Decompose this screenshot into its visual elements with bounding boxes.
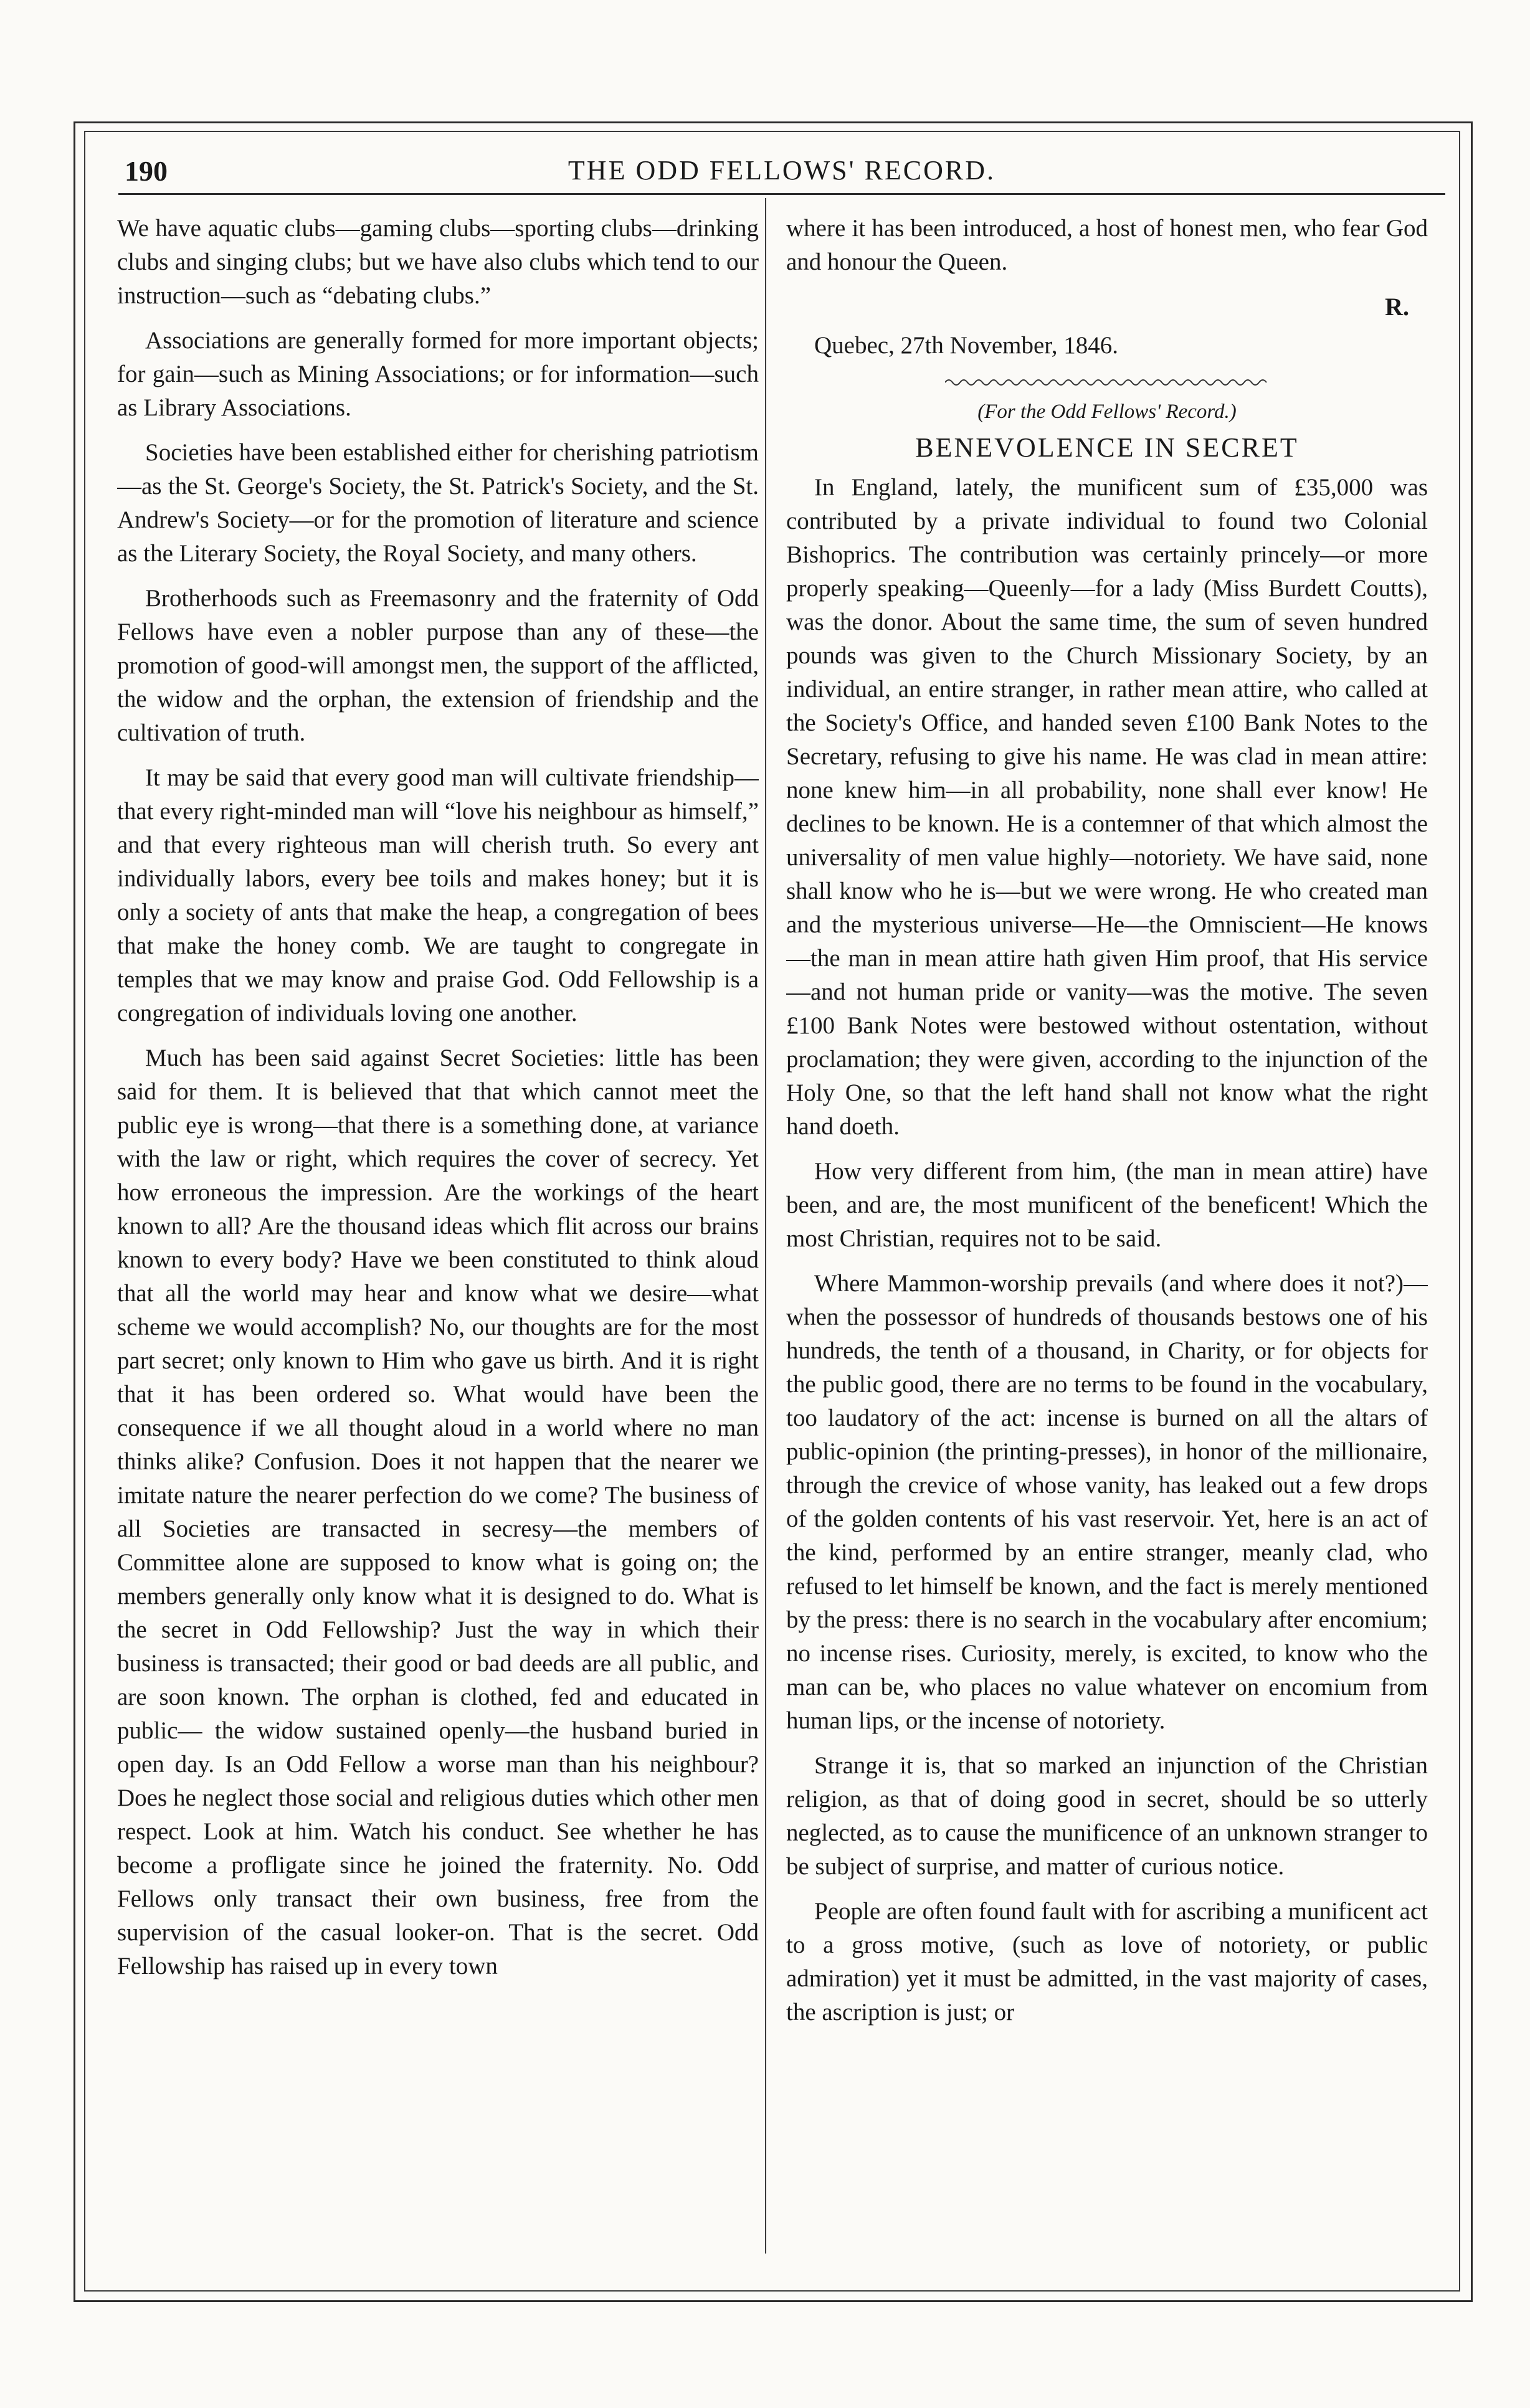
paragraph: Where Mammon-worship prevails (and where does it not?)—when the possessor of hundreds of thousands bestows one of his hundreds, the tenth of a thousand, in Charity, or for objects for the public good, there are no terms to be found in the vocabulary, too laudatory of the act: incense is burned on all the altars of public-opinion (the printing-presses), in honor of the millionaire, through the crevice of whose vanity, has leaked out a few drops of the golden contents of his vast reservoir. Yet, here is an act of the kind, performed by an entire stranger, meanly clad, who refused to let himself be known, and the fact is merely mentioned by the press: there is no search in the vocabulary after encomium; no incense rises. Curiosity, merely, is excited, to know who the man can be, who places no value whatever on encomium from human lips, or the incense of notoriety. <box>786 1270 1428 1734</box>
paragraph: People are often found fault with for ascribing a munificent act to a gross motive, (such as love of notoriety, or public admiration) yet it must be admitted, in the vast majority of cases, the ascription is just; or <box>786 1898 1428 2026</box>
paragraph: We have aquatic clubs—gaming clubs—sporting clubs—drinking clubs and singing clubs; but we have also clubs which tend to our instruction—such as “debating clubs.” <box>117 215 759 309</box>
paragraph: It may be said that every good man will cultivate friendship—that every right-minded man will “love his neighbour as himself,” and that every righteous man will cherish truth. So every ant individually labors, every bee toils and makes honey; but it is only a society of ants that make the heap, a congregation of bees that make the honey comb. We are taught to congregate in temples that we may know and praise God. Odd Fellowship is a congregation of individuals loving one another. <box>117 764 759 1026</box>
paragraph: Much has been said against Secret Societies: little has been said for them. It is believed that that which cannot meet the public eye is wrong—that there is a something done, at variance with the law or right, which requires the cover of secrecy. Yet how erroneous the impression. Are the workings of the heart known to all? Are the thousand ideas which flit across our brains known to every body? Have we been constituted to think aloud that all the world may hear and know what we desire—what scheme we would accomplish? No, our thoughts are for the most part secret; only known to Him who gave us birth. And it is right that it has been ordered so. What would have been the consequence if we all thought aloud in a world where no man thinks alike? Confusion. Does it not happen that the nearer we imitate nature the nearer perfection do we come? The business of all Societies are transacted in secresy—the members of Committee alone are supposed to know what is going on; the members generally only know what it is designed to do. What is the secret in Odd Fellowship? Just the way in which their business is transacted; their good or bad deeds are all public, and are soon known. The orphan is clothed, fed and educated in public— the widow sustained openly—the husband buried in open day. Is an Odd Fellow a worse man than his neighbour? Does he neglect those social and religious duties which other men respect. Look at him. Watch his conduct. See whether he has become a profligate since he joined the fraternity. No. Odd Fellows only transact their own business, free from the supervision of the casual looker-on. That is the secret. Odd Fellowship has raised up in every town <box>117 1045 759 1979</box>
paragraph: In England, lately, the munificent sum of £35,000 was contributed by a private individual to found two Colonial Bishoprics. The contribution was certainly princely—or more properly speaking—Queenly—for a lady (Miss Burdett Coutts), was the donor. About the same time, the sum of seven hundred pounds was given to the Church Missionary Society, by an individual, an entire stranger, in rather mean attire, who called at the Society's Office, and handed seven £100 Bank Notes to the Secretary, refusing to give his name. He was clad in mean attire: none knew him—in all probability, none shall ever know! He declines to be known. He is a contemner of that which almost the universality of men value highly—notoriety. We have said, none shall know who he is—but we were wrong. He who created man and the mysterious universe—He—the Omniscient—He knows—the man in mean attire hath given Him proof, that His service—and not human pride or vanity—was the motive. The seven £100 Bank Notes were bestowed without ostentation, without proclamation; they were given, according to the injunction of the Holy One, so that the left hand shall not know what the right hand doeth. <box>786 474 1428 1140</box>
wavy-divider <box>945 376 1269 389</box>
paragraph: How very different from him, (the man in mean attire) have been, and are, the most munificent of the beneficent! Which the most Christian, requires not to be said. <box>786 1158 1428 1252</box>
continuation-paragraph: where it has been introduced, a host of honest men, who fear God and honour the Queen. <box>786 215 1428 275</box>
article-title: BENEVOLENCE IN SECRET <box>915 432 1299 463</box>
header-rule <box>118 193 1445 195</box>
byline: (For the Odd Fellows' Record.) <box>977 401 1237 423</box>
running-head <box>118 148 1445 192</box>
paragraph: Brotherhoods such as Freemasonry and the fraternity of Odd Fellows have even a nobler purpose than any of these—the promotion of good-will amongst men, the support of the afflicted, the widow and the orphan, the extension of friendship and the cultivation of truth. <box>117 585 759 746</box>
paragraph: Strange it is, that so marked an injunction of the Christian religion, as that of doing good in secret, should be so utterly neglected, as to cause the munificence of an unknown stranger to be subject of surprise, and matter of curious notice. <box>786 1752 1428 1880</box>
dateline: Quebec, 27th November, 1846. <box>814 332 1118 359</box>
paragraph: Associations are generally formed for more important objects; for gain—such as Mining Associations; or for information—such as Library Associations. <box>117 327 759 421</box>
running-title: THE ODD FELLOWS' RECORD. <box>568 155 996 186</box>
paragraph: Societies have been established either for cherishing patriotism—as the St. George's Society, the St. Patrick's Society, and the St. Andrew's Society—or for the promotion of literature and science as the Literary Society, the Royal Society, and many others. <box>117 439 759 567</box>
right-column <box>786 212 1428 2267</box>
column-divider <box>765 198 766 2254</box>
left-column <box>117 212 759 2267</box>
signature: R. <box>1385 293 1409 321</box>
page-number: 190 <box>125 155 168 187</box>
